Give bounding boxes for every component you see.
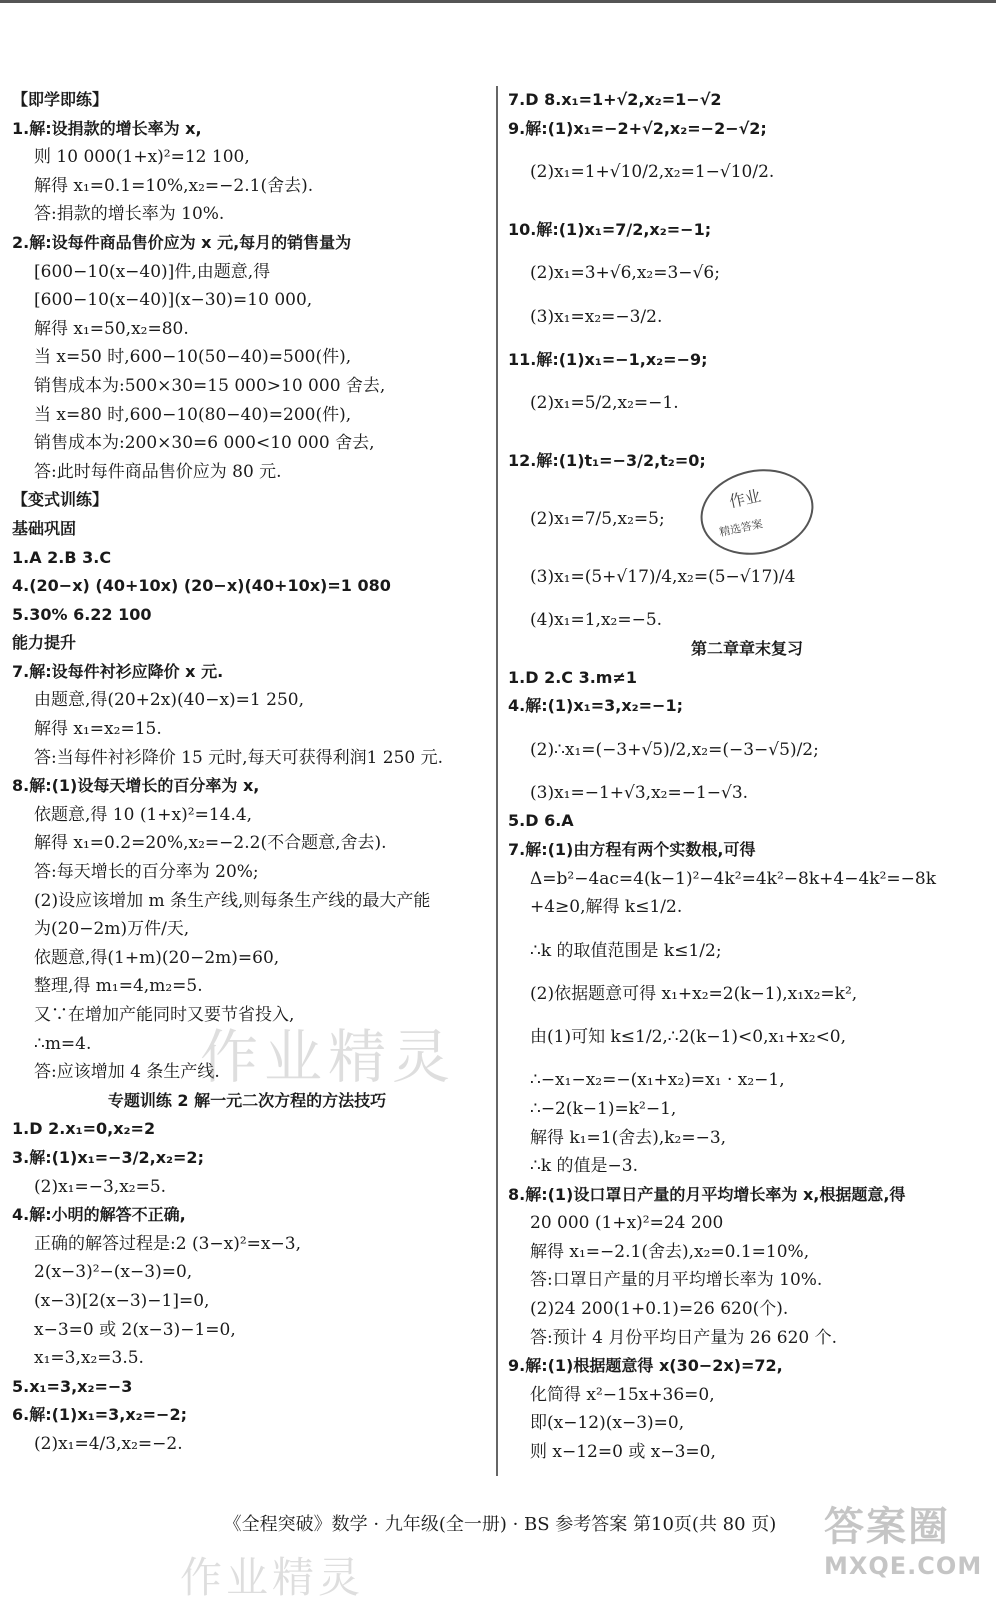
answer-line: 则 x−12=0 或 x−3=0, [530, 1442, 716, 1463]
answer-line: 答:每天增长的百分率为 20%; [34, 862, 259, 883]
answer-line: (2)∴x₁=(−3+√5)/2,x₂=(−3−√5)/2; [530, 739, 819, 760]
answer-line: 2.解:设每件商品售价应为 x 元,每月的销售量为 [12, 232, 352, 252]
answer-line: 8.解:(1)设每天增长的百分率为 x, [12, 776, 260, 796]
answer-line: 销售成本为:500×30=15 000>10 000 舍去, [34, 375, 386, 396]
answer-line: 当 x=80 时,600−10(80−40)=200(件), [34, 404, 352, 425]
answer-line: 解得 x₁=−2.1(舍去),x₂=0.1=10%, [530, 1241, 810, 1262]
answer-line: 正确的解答过程是:2 (3−x)²=x−3, [34, 1233, 301, 1254]
answer-line: (2)设应该增加 m 条生产线,则每条生产线的最大产能 [34, 890, 431, 911]
stamp-text-sub: 精选答案 [718, 517, 764, 540]
answer-line: 答:此时每件商品售价应为 80 元. [34, 461, 282, 482]
answer-line: 7.解:(1)由方程有两个实数根,可得 [508, 839, 756, 859]
answer-line: 整理,得 m₁=4,m₂=5. [34, 976, 203, 997]
answer-line: 8.解:(1)设口罩日产量的月平均增长率为 x,根据题意,得 [508, 1184, 906, 1204]
answer-line: 5.D 6.A [508, 811, 574, 831]
answer-line: (3)x₁=(5+√17)/4,x₂=(5−√17)/4 [530, 567, 796, 588]
answer-line: 1.A 2.B 3.C [12, 547, 112, 567]
answer-line: 1.解:设捐款的增长率为 x, [12, 118, 202, 138]
answer-line: 4.解:(1)x₁=3,x₂=−1; [508, 696, 683, 716]
watermark-bottom: 作业精灵 [180, 1553, 365, 1602]
answer-line: 由题意,得(20+2x)(40−x)=1 250, [34, 690, 304, 711]
answer-line: 11.解:(1)x₁=−1,x₂=−9; [508, 349, 708, 369]
answer-line: 9.解:(1)根据题意得 x(30−2x)=72, [508, 1356, 783, 1376]
answer-line: 基础巩固 [12, 518, 77, 538]
answer-line: 12.解:(1)t₁=−3/2,t₂=0; [508, 451, 706, 471]
answer-line: 【即学即练】 [12, 90, 109, 109]
answer-line: 2(x−3)²−(x−3)=0, [34, 1262, 193, 1283]
answer-line: 20 000 (1+x)²=24 200 [530, 1213, 724, 1234]
answer-line: 答:应该增加 4 条生产线. [34, 1062, 220, 1083]
logo-text-cn: 答案圈 [824, 1504, 950, 1550]
answer-line: 7.D 8.x₁=1+√2,x₂=1−√2 [508, 90, 722, 109]
answer-line: 答:当每件衬衫降价 15 元时,每天可获得利润1 250 元. [34, 747, 444, 768]
answer-line: (2)x₁=4/3,x₂=−2. [34, 1433, 183, 1454]
answer-line: ∴k 的取值范围是 k≤1/2; [530, 940, 722, 961]
answer-line: (3)x₁=−1+√3,x₂=−1−√3. [530, 782, 749, 803]
answer-line: 化简得 x²−15x+36=0, [530, 1384, 715, 1405]
answer-line: ∴k 的值是−3. [530, 1156, 638, 1177]
watermark-middle: 作业精灵 [200, 1023, 457, 1091]
top-rule [0, 0, 996, 3]
answer-line: 解得 x₁=x₂=15. [34, 719, 162, 740]
answer-line: 1.D 2.C 3.m≠1 [508, 667, 638, 687]
answer-line: 6.解:(1)x₁=3,x₂=−2; [12, 1405, 187, 1425]
answer-line: [600−10(x−40)](x−30)=10 000, [34, 290, 313, 311]
answer-line: [600−10(x−40)]件,由题意,得 [34, 261, 271, 282]
answer-line: (2)x₁=1+√10/2,x₂=1−√10/2. [530, 162, 775, 183]
page-footer: 《全程突破》数学 · 九年级(全一册) · BS 参考答案 第10页(共 80 页) [223, 1514, 777, 1535]
answer-line: (2)x₁=3+√6,x₂=3−√6; [530, 263, 720, 284]
answer-line: Δ=b²−4ac=4(k−1)²−4k²=4k²−8k+4−4k²=−8k [530, 868, 936, 889]
answer-line: 为(20−2m)万件/天, [34, 919, 190, 940]
answer-line: 答:预计 4 月份平均日产量为 26 620 个. [530, 1327, 838, 1348]
answer-line: (2)x₁=−3,x₂=5. [34, 1176, 167, 1197]
answer-line: (4)x₁=1,x₂=−5. [530, 610, 663, 631]
answer-line: 能力提升 [12, 633, 77, 653]
answer-line: 当 x=50 时,600−10(50−40)=500(件), [34, 347, 352, 368]
answer-line: 专题训练 2 解一元二次方程的方法技巧 [107, 1090, 387, 1110]
answer-line: 又∵在增加产能同时又要节省投入, [34, 1005, 295, 1025]
answer-line: 4.解:小明的解答不正确, [12, 1205, 186, 1225]
answer-line: 解得 k₁=1(舍去),k₂=−3, [530, 1127, 727, 1148]
logo-text-en: MXQE.COM [824, 1552, 983, 1580]
answer-line: 答:口罩日产量的月平均增长率为 10%. [530, 1270, 823, 1291]
answer-line: (2)x₁=5/2,x₂=−1. [530, 393, 679, 414]
answer-line: 第二章章末复习 [690, 638, 803, 658]
answer-line: 即(x−12)(x−3)=0, [530, 1413, 685, 1434]
answer-line: 由(1)可知 k≤1/2,∴2(k−1)<0,x₁+x₂<0, [530, 1027, 847, 1048]
answer-line: 答:捐款的增长率为 10%. [34, 204, 225, 225]
answer-line: ∴−2(k−1)=k²−1, [530, 1098, 677, 1119]
column-divider [496, 86, 498, 1476]
answer-line: 9.解:(1)x₁=−2+√2,x₂=−2−√2; [508, 118, 767, 138]
answer-line: 销售成本为:200×30=6 000<10 000 舍去, [34, 433, 375, 454]
site-logo [824, 1495, 983, 1580]
answer-line: +4≥0,解得 k≤1/2. [530, 897, 683, 918]
answer-line: 10.解:(1)x₁=7/2,x₂=−1; [508, 220, 712, 240]
answer-line: 解得 x₁=0.1=10%,x₂=−2.1(舍去). [34, 175, 314, 196]
answer-line: 3.解:(1)x₁=−3/2,x₂=2; [12, 1147, 204, 1167]
answer-line: 解得 x₁=50,x₂=80. [34, 318, 189, 339]
answer-line: 4.(20−x) (40+10x) (20−x)(40+10x)=1 080 [12, 576, 391, 596]
left-column [12, 86, 482, 1459]
answer-line: (3)x₁=x₂=−3/2. [530, 306, 663, 327]
answer-line: ∴−x₁−x₂=−(x₁+x₂)=x₁ · x₂−1, [530, 1070, 785, 1091]
answer-line: 解得 x₁=0.2=20%,x₂=−2.2(不合题意,舍去). [34, 833, 387, 854]
answer-line: (x−3)[2(x−3)−1]=0, [34, 1290, 210, 1311]
answer-line: 1.D 2.x₁=0,x₂=2 [12, 1119, 156, 1139]
answer-line: 5.x₁=3,x₂=−3 [12, 1376, 133, 1396]
answer-line: x₁=3,x₂=3.5. [34, 1348, 144, 1369]
answer-line: x−3=0 或 2(x−3)−1=0, [34, 1319, 236, 1340]
stamp-text-main: 作业 [727, 486, 763, 512]
answer-line: 则 10 000(1+x)²=12 100, [34, 147, 250, 168]
answer-line: 5.30% 6.22 100 [12, 604, 152, 624]
answer-line: 依题意,得 10 (1+x)²=14.4, [34, 804, 253, 825]
answer-line: (2)x₁=7/5,x₂=5; [530, 509, 665, 530]
answer-line: 依题意,得(1+m)(20−2m)=60, [34, 947, 280, 968]
answer-line: (2)依据题意可得 x₁+x₂=2(k−1),x₁x₂=k², [530, 983, 858, 1004]
answer-line: ∴m=4. [34, 1033, 92, 1054]
answer-line: (2)24 200(1+0.1)=26 620(个). [530, 1299, 789, 1320]
answer-line: 7.解:设每件衬衫应降价 x 元. [12, 661, 224, 681]
answer-line: 【变式训练】 [12, 490, 109, 510]
right-column [508, 86, 986, 1467]
